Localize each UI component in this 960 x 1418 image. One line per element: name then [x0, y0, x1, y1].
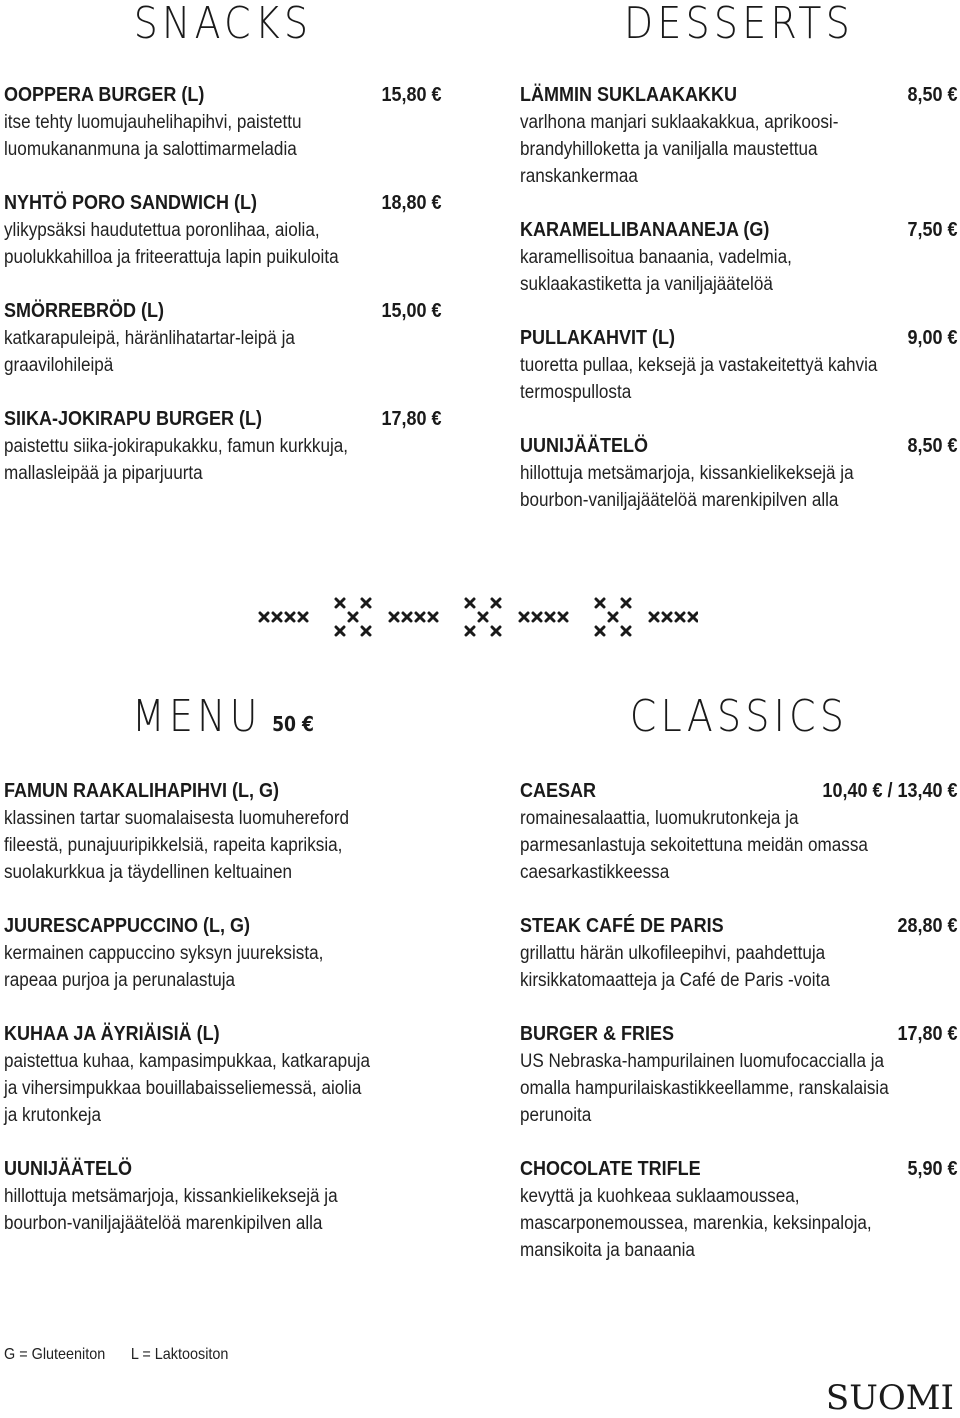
menu-item [4, 298, 442, 379]
item-heading [520, 433, 958, 460]
item-name: PULLAKAHVIT (L) [520, 327, 675, 349]
menu-price: 50 € [272, 712, 314, 736]
item-name: SMÖRREBRÖD (L) [4, 300, 164, 322]
stitch-mark [466, 599, 474, 607]
item-heading [520, 217, 958, 244]
stitch-mark [663, 613, 671, 621]
desserts-items [520, 82, 958, 541]
item-name: UUNIJÄÄTELÖ [520, 435, 649, 457]
menu-item [520, 913, 958, 994]
item-price: 10,40 € / 13,40 € [822, 780, 958, 802]
item-description: kevyttä ja kuohkeaa suklaamoussea, mascarponemoussea, marenkia, keksinpaloja, mansikoita ja banaania [520, 1186, 872, 1261]
stitch-mark [479, 613, 487, 621]
stitch-mark [362, 599, 370, 607]
menu-item [520, 778, 958, 886]
item-description: tuoretta pullaa, keksejä ja vastakeitettyä kahvia termospullosta [520, 355, 878, 403]
stitch-mark [596, 627, 604, 635]
menu-item [4, 190, 442, 271]
stitch-mark [559, 613, 567, 621]
cross-stitch-divider-icon [258, 596, 698, 638]
stitch-mark [336, 627, 344, 635]
stitch-mark [299, 613, 307, 621]
classics-section [520, 691, 958, 1275]
menu-item [520, 1156, 958, 1264]
item-name: OOPPERA BURGER (L) [4, 84, 205, 106]
item-price: 7,50 € [907, 219, 958, 241]
stitch-mark [622, 627, 630, 635]
item-description: itse tehty luomujauhelihapihvi, paistettu luomukananmuna ja salottimarmeladia [4, 112, 302, 160]
item-price: 5,90 € [907, 1158, 958, 1180]
item-price: 17,80 € [897, 1023, 958, 1045]
item-heading [4, 778, 442, 805]
item-heading [4, 82, 442, 109]
menu-item [4, 1021, 442, 1129]
stitch-mark [676, 613, 684, 621]
stitch-mark [546, 613, 554, 621]
stitch-mark [429, 613, 437, 621]
menu-item [4, 406, 442, 487]
item-description: ylikypsäksi haudutettua poronlihaa, aiolia, puolukkahilloa ja friteerattuja lapin puikuloita [4, 220, 339, 268]
diet-legend [4, 1346, 250, 1364]
stitch-mark [492, 627, 500, 635]
menu-item [4, 913, 442, 994]
stitch-mark [416, 613, 424, 621]
item-heading [4, 913, 442, 940]
stitch-mark [622, 599, 630, 607]
stitch-mark [260, 613, 268, 621]
classics-title: CLASSICS [629, 691, 849, 742]
item-name: UUNIJÄÄTELÖ [4, 1158, 133, 1180]
item-description: varlhona manjari suklaakakkua, aprikoosi- brandyhilloketta ja vaniljalla maustettua ranskankermaa [520, 112, 839, 187]
item-description: paistettu siika-jokirapukakku, famun kurkkuja, mallasleipää ja piparjuurta [4, 436, 349, 484]
item-name: CAESAR [520, 780, 597, 802]
menu-item [4, 1156, 442, 1237]
item-name: KUHAA JA ÄYRIÄISIÄ (L) [4, 1023, 220, 1045]
item-price: 9,00 € [907, 327, 958, 349]
stitch-mark [650, 613, 658, 621]
stitch-mark [466, 627, 474, 635]
item-heading [520, 778, 958, 805]
menu-items [4, 778, 442, 1264]
item-description: hillottuja metsämarjoja, kissankielikeksejä ja bourbon-vaniljajäätelöä marenkipilven alla [4, 1186, 338, 1234]
stitch-mark [689, 613, 697, 621]
item-name: KARAMELLIBANAANEJA (G) [520, 219, 770, 241]
snacks-title: SNACKS [133, 0, 313, 49]
item-heading [520, 913, 958, 940]
item-description: romainesalaattia, luomukrutonkeja ja parmesanlastuja sekoitettuna meidän omassa caesarkastikkeessa [520, 808, 868, 883]
menu-item [520, 325, 958, 406]
stitch-mark [349, 613, 357, 621]
menu-item [4, 82, 442, 163]
item-price: 15,00 € [381, 300, 442, 322]
item-price: 17,80 € [381, 408, 442, 430]
stitch-mark [390, 613, 398, 621]
brand-logo: SUOMI [825, 1378, 954, 1418]
menu-section [4, 691, 442, 1255]
item-name: STEAK CAFÉ DE PARIS [520, 915, 724, 937]
menu-item [4, 778, 442, 886]
stitch-mark [286, 613, 294, 621]
item-heading [520, 1021, 958, 1048]
item-description: paistettua kuhaa, kampasimpukkaa, katkarapuja ja vihersimpukkaa bouillabaisseliemessä, aiolia ja krutonkeja [4, 1051, 370, 1126]
menu-item [520, 433, 958, 514]
item-description: US Nebraska-hampurilainen luomufocaccialla ja omalla hampurilaiskastikkeellamme, ranskalaisia perunoita [520, 1051, 889, 1126]
item-price: 8,50 € [907, 435, 958, 457]
item-description: hillottuja metsämarjoja, kissankielikeksejä ja bourbon-vaniljajäätelöä marenkipilven alla [520, 463, 854, 511]
item-heading [4, 406, 442, 433]
menu-title-text: MENU [132, 691, 262, 742]
item-heading [4, 1156, 442, 1183]
stitch-mark [596, 599, 604, 607]
menu-item [520, 217, 958, 298]
item-description: kermainen cappuccino syksyn juureksista, rapeaa purjoa ja perunalastuja [4, 943, 324, 991]
classics-items [520, 778, 958, 1291]
item-name: NYHTÖ PORO SANDWICH (L) [4, 192, 257, 214]
stitch-mark [336, 599, 344, 607]
item-name: SIIKA-JOKIRAPU BURGER (L) [4, 408, 263, 430]
item-description: klassinen tartar suomalaisesta luomuhereford fileestä, punajuuripikkelsiä, rapeita kapriksia, suolakurkkua ja täydellinen keltuainen [4, 808, 350, 883]
legend-gluten-free: G = Gluteeniton [4, 1346, 106, 1363]
item-heading [4, 1021, 442, 1048]
item-name: BURGER & FRIES [520, 1023, 675, 1045]
item-name: FAMUN RAAKALIHAPIHVI (L, G) [4, 780, 279, 802]
snacks-section [4, 0, 442, 520]
item-heading [520, 1156, 958, 1183]
item-description: karamellisoitua banaania, vadelmia, suklaakastiketta ja vaniljajäätelöä [520, 247, 792, 295]
item-heading [520, 325, 958, 352]
stitch-mark [533, 613, 541, 621]
item-price: 15,80 € [381, 84, 442, 106]
item-price: 28,80 € [897, 915, 958, 937]
item-heading [520, 82, 958, 109]
stitch-mark [520, 613, 528, 621]
item-price: 8,50 € [907, 84, 958, 106]
item-name: JUURESCAPPUCCINO (L, G) [4, 915, 251, 937]
stitch-mark [492, 599, 500, 607]
item-price: 18,80 € [381, 192, 442, 214]
stitch-mark [273, 613, 281, 621]
item-heading [4, 298, 442, 325]
stitch-mark [403, 613, 411, 621]
snacks-items [4, 82, 442, 514]
item-name: LÄMMIN SUKLAAKAKKU [520, 84, 737, 106]
item-description: grillattu härän ulkofileepihvi, paahdettuja kirsikkatomaatteja ja Café de Paris -voita [520, 943, 830, 991]
item-description: katkarapuleipä, häränlihatartar-leipä ja graavilohileipä [4, 328, 295, 376]
legend-lactose-free: L = Laktoositon [130, 1346, 229, 1363]
menu-item [520, 1021, 958, 1129]
desserts-section [520, 0, 958, 540]
desserts-title: DESSERTS [623, 0, 855, 49]
stitch-mark [609, 613, 617, 621]
stitch-mark [362, 627, 370, 635]
menu-title [35, 691, 412, 742]
menu-item [520, 82, 958, 190]
item-heading [4, 190, 442, 217]
item-name: CHOCOLATE TRIFLE [520, 1158, 701, 1180]
